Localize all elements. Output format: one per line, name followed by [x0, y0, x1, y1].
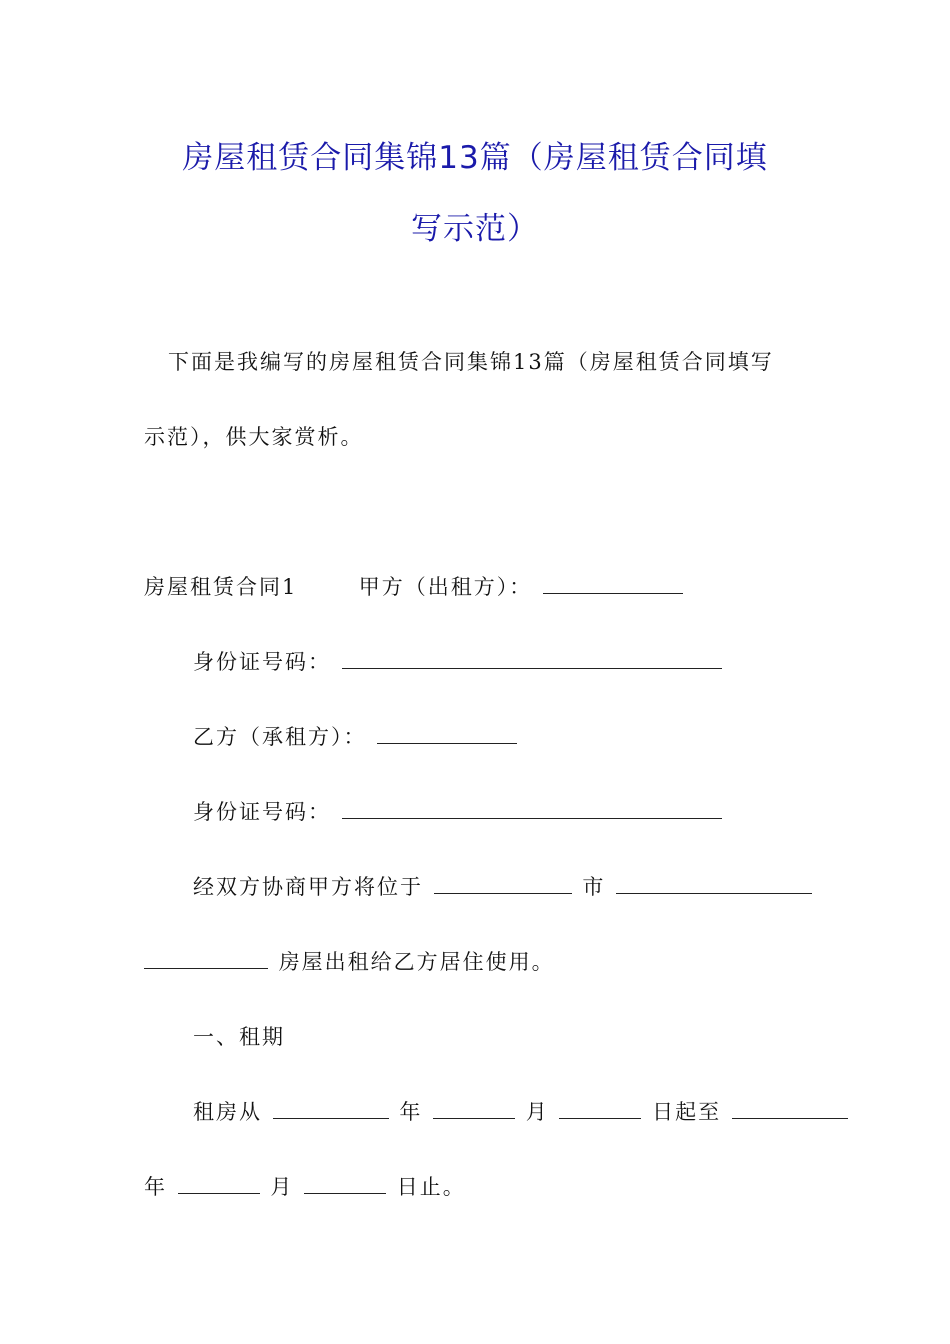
document-title-line-2: 写示范） [411, 211, 539, 247]
party-b-id-row [193, 796, 724, 826]
year-label: 年 [399, 1100, 423, 1124]
agreement-line-2 [144, 946, 555, 976]
intro-line-1: 下面是我编写的房屋租赁合同集锦13篇（房屋租赁合同填写 [168, 350, 774, 374]
city-label: 市 [582, 875, 606, 899]
city-blank[interactable] [616, 873, 812, 894]
rent-period-line-1 [193, 1096, 850, 1126]
end-year-blank[interactable] [732, 1098, 848, 1119]
month-label: 月 [270, 1175, 294, 1199]
address-blank[interactable] [144, 948, 268, 969]
party-b-blank[interactable] [377, 723, 517, 744]
document-title-line-1: 房屋租赁合同集锦13篇（房屋租赁合同填 [182, 140, 768, 176]
year-label: 年 [144, 1175, 167, 1199]
agreement-end: 房屋出租给乙方居住使用。 [278, 950, 555, 974]
section-one-heading: 一、租期 [193, 1025, 285, 1049]
start-month-blank[interactable] [433, 1098, 515, 1119]
party-a-label: 甲方（出租方）： [358, 575, 533, 599]
end-month-blank[interactable] [178, 1173, 260, 1194]
agreement-line-1 [193, 871, 814, 901]
agreement-start: 经双方协商甲方将位于 [193, 875, 423, 899]
intro-line-2: 示范），供大家赏析。 [144, 425, 364, 449]
location-blank[interactable] [434, 873, 572, 894]
end-day-blank[interactable] [304, 1173, 386, 1194]
day-end-label: 日止。 [396, 1175, 466, 1199]
party-b-id-blank[interactable] [342, 798, 722, 819]
rent-period-line-2 [144, 1171, 466, 1201]
start-day-blank[interactable] [559, 1098, 641, 1119]
rent-from-label: 租房从 [193, 1100, 262, 1124]
id-label: 身份证号码： [193, 650, 331, 674]
contract-heading-row [144, 571, 685, 601]
party-b-label: 乙方（承租方）： [193, 725, 367, 749]
party-b-row [193, 721, 519, 751]
party-a-id-row [193, 646, 724, 676]
party-a-id-blank[interactable] [342, 648, 722, 669]
contract-heading: 房屋租赁合同1 [144, 575, 298, 599]
id-label: 身份证号码： [193, 800, 331, 824]
day-from-label: 日起至 [652, 1100, 722, 1124]
party-a-blank[interactable] [543, 573, 683, 594]
start-year-blank[interactable] [273, 1098, 389, 1119]
month-label: 月 [525, 1100, 549, 1124]
